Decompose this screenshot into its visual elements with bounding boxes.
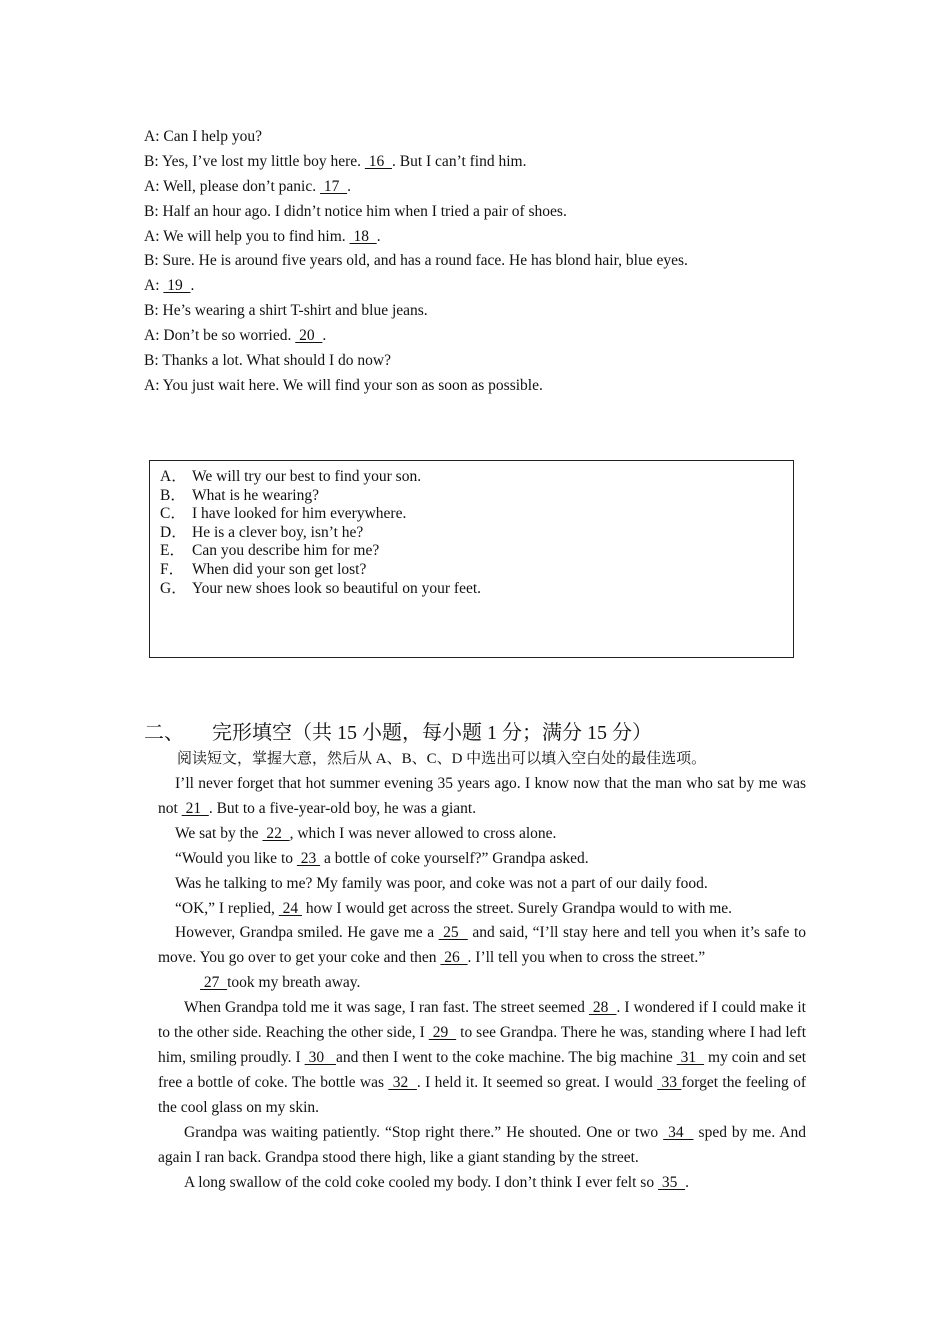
passage-paragraph	[158, 921, 806, 971]
option-item	[160, 487, 783, 506]
answer-blank-35[interactable]: 35	[657, 1173, 686, 1191]
dialogue-text: B: He’s wearing a shirt T-shirt and blue jeans.	[144, 302, 428, 320]
answer-blank-18[interactable]: 18	[349, 227, 377, 245]
option-item	[160, 580, 783, 599]
answer-blank-34[interactable]: 34	[663, 1123, 694, 1141]
option-item	[160, 542, 783, 561]
passage-text: took my breath away.	[227, 974, 361, 992]
dialogue-text: . But I can’t find him.	[392, 152, 527, 170]
answer-blank-17[interactable]: 17	[319, 177, 348, 195]
dialogue-line	[144, 299, 824, 324]
passage-text: .	[685, 1173, 689, 1191]
dialogue-line	[144, 175, 824, 200]
option-text: Your new shoes look so beautiful on your feet.	[192, 579, 482, 597]
passage-text: a bottle of coke yourself?” Grandpa asked.	[320, 849, 589, 867]
dialogue-text: A: You just wait here. We will find your son as soon as possible.	[144, 376, 543, 394]
passage-text: to see Grandpa. There he was, standing where I had left him, smiling proudly. I	[158, 1024, 806, 1066]
passage-text: and said, “I’ll stay here and tell you when it’s safe to move. You go over to get your coke and then	[158, 924, 807, 967]
dialogue-text: A: Can I help you?	[144, 128, 262, 145]
answer-blank-26[interactable]: 26	[440, 949, 468, 967]
passage-text: “Would you like to	[175, 849, 297, 867]
passage-text: forget the feeling of the cool glass on my skin.	[158, 1073, 806, 1116]
passage-text: . I held it. It seemed so great. I would	[416, 1073, 658, 1091]
passage-text: how I would get across the street. Surely Grandpa would to with me.	[301, 899, 733, 917]
dialogue-line	[144, 249, 824, 274]
answer-blank-19[interactable]: 19	[163, 277, 191, 295]
dialogue-text: B: Sure. He is around five years old, and has a round face. He has blond hair, blue eyes.	[144, 252, 688, 270]
option-text: Can you describe him for me?	[192, 542, 380, 560]
passage-paragraph	[158, 1121, 806, 1171]
passage-text: We sat by the	[175, 824, 263, 842]
dialogue-line	[144, 150, 824, 175]
passage-text: . But to a five-year-old boy, he was a giant.	[208, 799, 477, 817]
dialogue-text: A: We will help you to find him.	[144, 227, 350, 245]
passage-text: . I wondered if I could make it to the other side. Reaching the other side, I	[158, 999, 806, 1042]
passage-paragraph	[158, 1171, 806, 1196]
dialogue-text: .	[190, 277, 195, 295]
dialogue-text: B: Yes, I’ve lost my little boy here.	[144, 152, 365, 170]
passage-text: Was he talking to me? My family was poor, and coke was not a part of our daily food.	[175, 874, 708, 892]
option-text: I have looked for him everywhere.	[192, 505, 407, 523]
passage-paragraph	[158, 847, 806, 872]
passage-text: sped by me. And again I ran back. Grandpa stood there high, like a giant standing by the street.	[158, 1123, 806, 1166]
dialogue-text: .	[322, 327, 327, 345]
section-heading	[144, 720, 652, 746]
answer-blank-30[interactable]: 30	[304, 1048, 336, 1066]
dialogue-line	[144, 374, 824, 399]
passage-paragraph	[158, 996, 806, 1121]
options-box	[149, 460, 794, 658]
answer-blank-29[interactable]: 29	[428, 1024, 457, 1042]
passage-text: Grandpa was waiting patiently. “Stop right there.” He shouted. One or two	[184, 1123, 664, 1141]
option-letter: B．	[160, 486, 186, 504]
passage-text: and then I went to the coke machine. The big machine	[335, 1048, 677, 1066]
option-letter: F．	[160, 560, 185, 578]
passage-paragraph	[158, 897, 806, 922]
dialogue-line	[144, 349, 824, 374]
passage-paragraph	[158, 872, 806, 897]
answer-blank-31[interactable]: 31	[676, 1048, 705, 1066]
passage-paragraph	[158, 822, 806, 847]
dialogue-text: B: Half an hour ago. I didn’t notice him when I tried a pair of shoes.	[144, 202, 567, 220]
passage-text: When Grandpa told me it was sage, I ran fast. The street seemed	[184, 999, 589, 1017]
option-item	[160, 468, 783, 487]
option-item	[160, 505, 783, 524]
cloze-passage	[158, 772, 806, 1195]
answer-blank-33[interactable]: 33	[657, 1073, 682, 1091]
answer-blank-27[interactable]: 27	[200, 974, 228, 992]
option-letter: A．	[160, 468, 187, 485]
option-letter: G．	[160, 579, 187, 597]
section-title: 完形填空（共 15 小题，每小题 1 分；满分 15 分）	[212, 722, 652, 744]
answer-blank-20[interactable]: 20	[295, 327, 323, 345]
dialogue-text: .	[347, 177, 351, 195]
passage-text: my coin and set free a bottle of coke. The bottle was	[158, 1048, 807, 1091]
answer-blank-28[interactable]: 28	[588, 999, 617, 1017]
passage-paragraph	[158, 971, 806, 996]
passage-text: A long swallow of the cold coke cooled my body. I don’t think I ever felt so	[184, 1173, 658, 1191]
passage-text: . I’ll tell you when to cross the street.”	[467, 949, 706, 967]
dialogue-line	[144, 274, 824, 299]
option-text: We will try our best to find your son.	[192, 468, 422, 485]
answer-blank-32[interactable]: 32	[388, 1073, 417, 1091]
dialogue-line	[144, 200, 824, 225]
option-text: When did your son get lost?	[192, 560, 367, 578]
answer-blank-25[interactable]: 25	[438, 924, 468, 942]
answer-blank-22[interactable]: 22	[262, 824, 290, 842]
answer-blank-21[interactable]: 21	[181, 799, 209, 817]
answer-blank-16[interactable]: 16	[364, 152, 392, 170]
option-letter: C．	[160, 505, 186, 523]
dialogue-line	[144, 324, 824, 349]
passage-text: , which I was never allowed to cross alone.	[289, 824, 557, 842]
dialogue-text: A: Don’t be so worried.	[144, 327, 296, 345]
option-letter: D．	[160, 523, 187, 541]
dialogue-text: .	[376, 227, 381, 245]
option-item	[160, 524, 783, 543]
dialogue-text: B: Thanks a lot. What should I do now?	[144, 352, 391, 370]
section-number: 二、	[144, 722, 184, 744]
passage-text: However, Grandpa smiled. He gave me a	[175, 924, 439, 942]
dialogue	[144, 125, 824, 399]
dialogue-line	[144, 125, 824, 150]
option-text: He is a clever boy, isn’t he?	[192, 523, 364, 541]
option-item	[160, 561, 783, 580]
option-text: What is he wearing?	[192, 486, 319, 504]
section-instruction: 阅读短文，掌握大意，然后从 A、B、C、D 中选出可以填入空白处的最佳选项。	[177, 751, 707, 767]
dialogue-line	[144, 225, 824, 250]
passage-paragraph	[158, 772, 806, 822]
dialogue-text: A: Well, please don’t panic.	[144, 177, 320, 195]
dialogue-text: A:	[144, 277, 164, 295]
passage-text: I’ll never forget that hot summer evening 35 years ago. I know now that the man who sat by me was not	[158, 775, 806, 817]
passage-text: “OK,” I replied,	[175, 899, 279, 917]
answer-blank-24[interactable]: 24	[278, 899, 302, 917]
answer-blank-23[interactable]: 23	[296, 849, 321, 867]
option-letter: E．	[160, 542, 185, 560]
